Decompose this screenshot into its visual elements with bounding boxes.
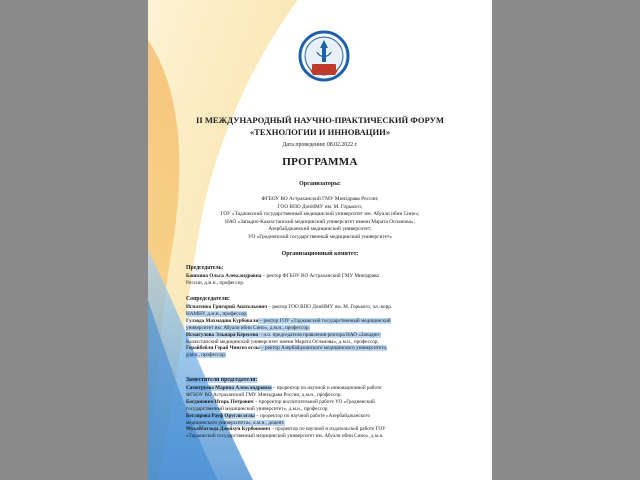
organizers-list — [184, 196, 456, 242]
organizers-heading: Организаторы: — [299, 181, 341, 187]
organizer-item: НАО «Западно-Казахстанский медицинский университет имени Марата Оспанова»; — [225, 218, 415, 225]
list-item: Герайбейли Герай Чингиз оглы – ректор Азербайджанского медицинского университета, д.м.н., профессор. — [186, 345, 388, 359]
person-name: Башкина Ольга Александровна — [186, 273, 262, 279]
chair-heading: Председатель: — [186, 265, 224, 271]
document-page — [148, 0, 492, 480]
forum-title-line-2: «ТЕХНОЛОГИИ И ИННОВАЦИИ» — [249, 127, 391, 137]
person-name: Исмагулова Эльнара Кересена — [186, 331, 259, 338]
list-item: Исмагулова Эльнара Кересена – и.о. председателя правления-ректора НАО «Западно- Казахстанский медицинский университет имени Марата Оспанова», д.м.н., профессор; — [186, 331, 381, 345]
list-item: Игнатенко Григорий Анатольевич – ректор ГОО ВПО ДонНМУ им. М. Горького, чл.-корр. НАМНУ, д.м.н., профессор; — [186, 304, 393, 317]
person-name: Мухаббатзода Джейхун Курбонович — [186, 426, 271, 433]
forum-title — [184, 114, 456, 138]
forum-title-line-1: II МЕЖДУНАРОДНЫЙ НАУЧНО-ПРАКТИЧЕСКИЙ ФОРУМ — [195, 115, 444, 125]
organizer-item: УО «Гродненский государственный медицинский университет» — [248, 233, 392, 240]
person-name: Богданович Игорь Петрович — [186, 398, 254, 405]
list-item: Мухаббатзода Джейхун Курбонович – проректор по научной и издательской работе ГОУ «Таджикский государственный медицинский университет им. Абуали ибни Сино», д.м.н. — [186, 426, 386, 440]
organizer-item: ФГБОУ ВО Астраханский ГМУ Минздрава России; — [261, 196, 379, 202]
chair-entry: Башкина Ольга Александровна – ректор ФГБОУ ВО Астраханский ГМУ Минздрава России, д.м.н., профессор. — [186, 273, 379, 286]
organizer-item: ГОО ВПО ДонНМУ им. М. Горького; — [277, 203, 363, 210]
organizer-item: Азербайджанский медицинский университет; — [268, 226, 372, 233]
person-name: Самотруева Марина Александровна — [186, 385, 272, 391]
deputies-heading: Заместители председателя: — [186, 377, 258, 383]
list-item: Самотруева Марина Александровна – проректор по научной и инновационной работе ФГБОУ ВО Астраханский ГМУ Минздрава России, д.м.н., профессор. — [186, 385, 382, 398]
cochairs-list — [186, 304, 454, 359]
event-date: Дата проведения: 08.02.2022 г. — [282, 142, 358, 148]
cochairs-heading: Сопредседатели: — [186, 296, 230, 302]
person-name: Гулзода Махмадшо Курбонали — [186, 317, 259, 324]
committee-heading: Организационный комитет: — [281, 251, 359, 257]
program-title: ПРОГРАММА — [282, 156, 358, 168]
person-name: Игнатенко Григорий Анатольевич — [186, 304, 268, 310]
list-item: Беглярова Рауф Оругли оглы – проректор по научной работе «Азербайджанского медицинского университета», к.м.н., доцент. — [186, 412, 371, 426]
person-name: Герайбейли Герай Чингиз оглы — [186, 345, 260, 352]
list-item: Богданович Игорь Петрович – проректор воспитательной работе УО «Гродненский государственный медицинский университет», д.м.н., профессор. — [186, 398, 375, 412]
organizer-item: ГОУ «Таджикский государственный медицинский университет им. Абуали ибни Сино»; — [220, 211, 420, 218]
deputies-list — [186, 385, 454, 440]
person-name: Беглярова Рауф Оругли оглы — [186, 412, 255, 419]
list-item: Гулзода Махмадшо Курбонали – ректор ГОУ «Таджикский государственный медицинский университет им. Абуали ибни Сино», д.м.н., профессор. — [186, 317, 391, 331]
